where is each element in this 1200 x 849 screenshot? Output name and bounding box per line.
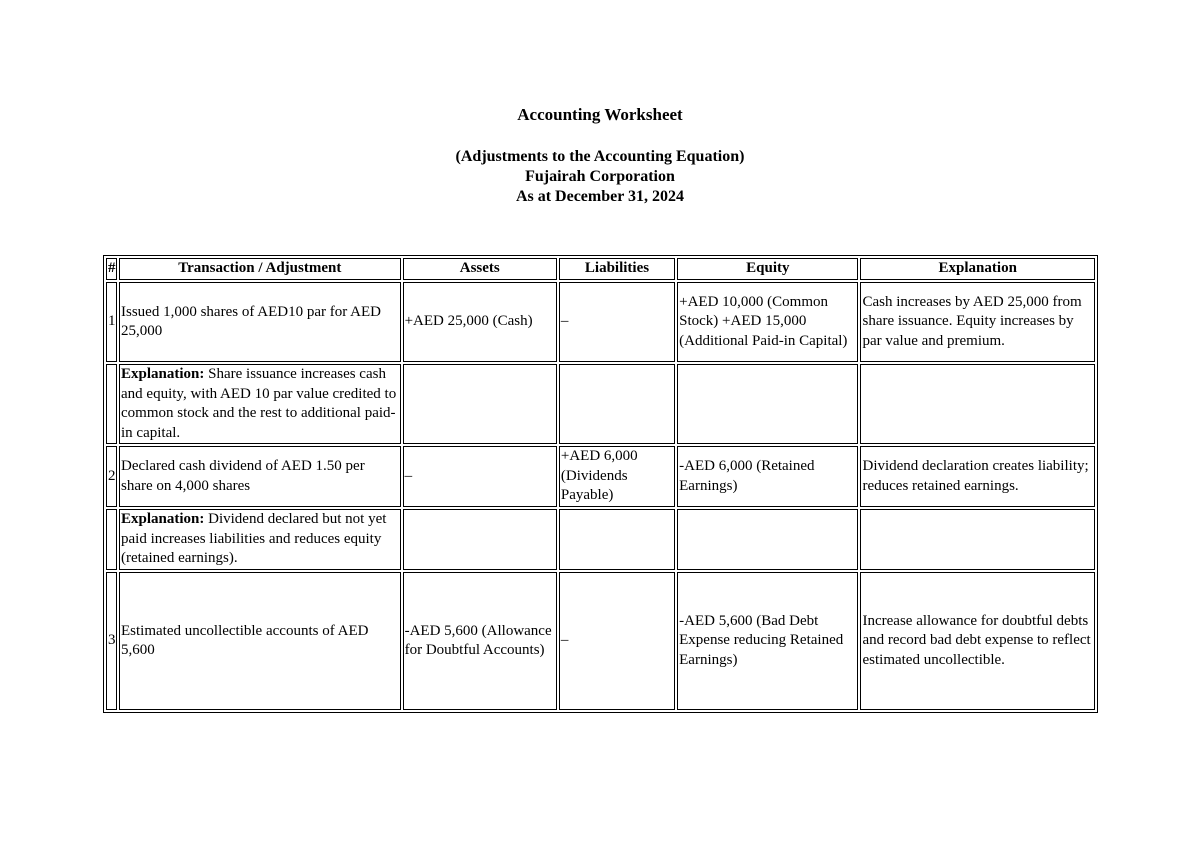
column-header-transaction: Transaction / Adjustment <box>119 258 401 280</box>
table-row <box>106 446 1095 507</box>
equity-cell: -AED 5,600 (Bad Debt Expense reducing Retained Earnings) <box>677 572 858 710</box>
empty-cell <box>677 364 858 444</box>
column-header-liabilities: Liabilities <box>559 258 675 280</box>
worksheet-title: Accounting Worksheet <box>517 105 683 124</box>
empty-cell <box>677 509 858 570</box>
explanation-note-text: Dividend declared but not yet paid increases liabilities and reduces equity (retained earnings). <box>121 511 387 567</box>
empty-cell <box>403 509 557 570</box>
table-row <box>106 572 1095 710</box>
explanation-cell: Increase allowance for doubtful debts and record bad debt expense to reflect estimated uncollectible. <box>860 572 1095 710</box>
empty-cell <box>860 509 1095 570</box>
transaction-cell: Declared cash dividend of AED 1.50 per share on 4,000 shares <box>119 446 401 507</box>
empty-cell <box>106 509 117 570</box>
explanation-row <box>106 509 1095 570</box>
column-header-number: # <box>106 258 117 280</box>
date-line: As at December 31, 2024 <box>515 188 685 205</box>
company-name: Fujairah Corporation <box>525 168 675 185</box>
column-header-equity: Equity <box>677 258 858 280</box>
table-header-row <box>106 258 1095 280</box>
transaction-cell: Estimated uncollectible accounts of AED 5,600 <box>119 572 401 710</box>
equity-cell: +AED 10,000 (Common Stock) +AED 15,000 (Additional Paid-in Capital) <box>677 282 858 362</box>
table-row <box>106 282 1095 362</box>
worksheet-subtitle: (Adjustments to the Accounting Equation) <box>455 148 745 165</box>
explanation-note-cell <box>119 364 401 444</box>
liabilities-cell: +AED 6,000 (Dividends Payable) <box>559 446 675 507</box>
row-number: 3 <box>106 572 117 710</box>
assets-cell: -AED 5,600 (Allowance for Doubtful Accounts) <box>403 572 557 710</box>
row-number: 2 <box>106 446 117 507</box>
empty-cell <box>559 509 675 570</box>
explanation-note-cell <box>119 509 401 570</box>
explanation-note-label: Explanation: <box>121 366 205 382</box>
assets-cell: +AED 25,000 (Cash) <box>403 282 557 362</box>
assets-cell: – <box>403 446 557 507</box>
column-header-assets: Assets <box>403 258 557 280</box>
empty-cell <box>559 364 675 444</box>
column-header-explanation: Explanation <box>860 258 1095 280</box>
equity-cell: -AED 6,000 (Retained Earnings) <box>677 446 858 507</box>
explanation-cell: Cash increases by AED 25,000 from share issuance. Equity increases by par value and premium. <box>860 282 1095 362</box>
liabilities-cell: – <box>559 282 675 362</box>
explanation-note-label: Explanation: <box>121 511 205 528</box>
transaction-cell: Issued 1,000 shares of AED10 par for AED 25,000 <box>119 282 401 362</box>
liabilities-cell: – <box>559 572 675 710</box>
row-number: 1 <box>106 282 117 362</box>
explanation-row <box>106 364 1095 444</box>
worksheet-table <box>103 255 1098 713</box>
explanation-cell: Dividend declaration creates liability; reduces retained earnings. <box>860 446 1095 507</box>
empty-cell <box>403 364 557 444</box>
empty-cell <box>106 364 117 444</box>
empty-cell <box>860 364 1095 444</box>
explanation-note-text: Share issuance increases cash and equity, with AED 10 par value credited to common stock and the rest to additional paid-in capital. <box>121 366 397 441</box>
